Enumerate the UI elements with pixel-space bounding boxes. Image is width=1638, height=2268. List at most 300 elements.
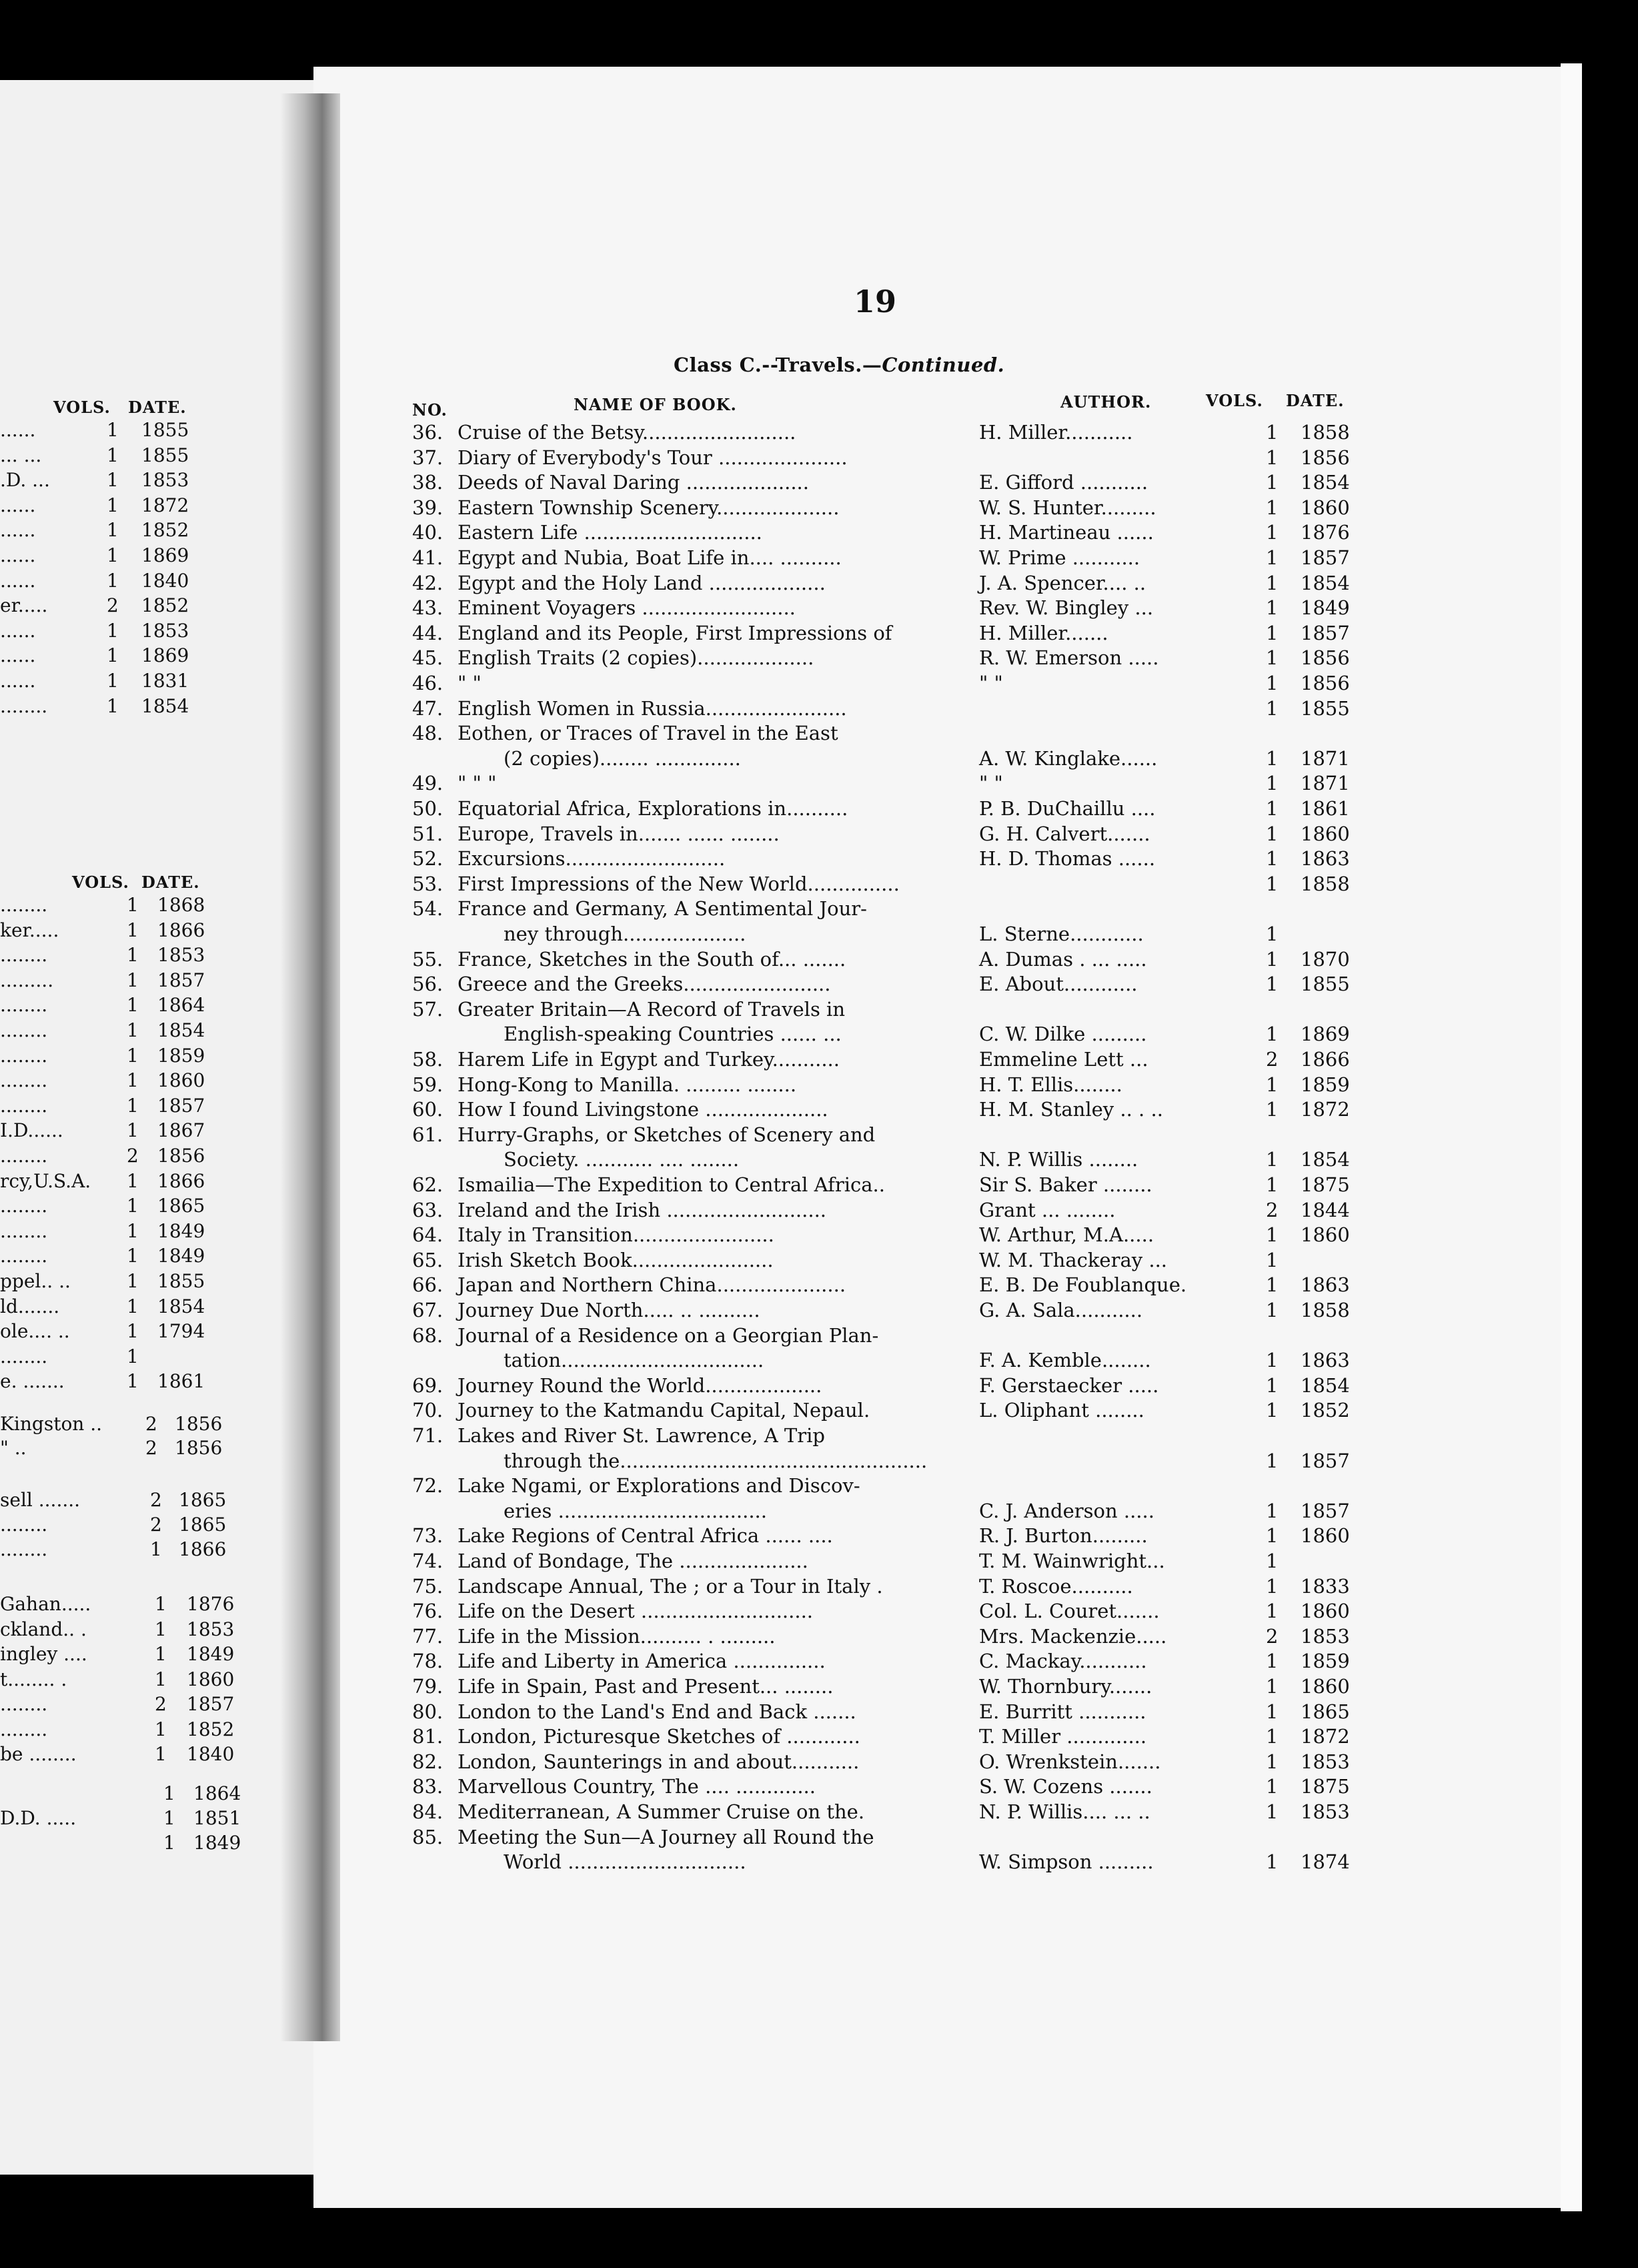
- entry-author: W. Arthur, M.A.....: [979, 1223, 1154, 1246]
- entry-number: 78.: [412, 1650, 444, 1672]
- class-heading-continued: Continued.: [882, 354, 1005, 376]
- entry-vols: 1: [1266, 622, 1279, 644]
- entry-title: Japan and Northern China.....................: [458, 1273, 846, 1296]
- entry-title: First Impressions of the New World...............: [458, 873, 900, 895]
- entry-number: 67.: [412, 1299, 444, 1321]
- left-fragment-text: .D. ...: [0, 469, 50, 491]
- entry-title: tation.................................: [504, 1349, 764, 1371]
- entry-vols: 1: [1266, 797, 1279, 820]
- entry-author: H. M. Stanley .. . ..: [979, 1098, 1163, 1121]
- left-fragment-date: 1866: [157, 919, 205, 941]
- entry-title: Eastern Life .............................: [458, 521, 762, 544]
- entry-date: 1875: [1301, 1173, 1350, 1196]
- left-fragment-date: 1859: [157, 1045, 205, 1067]
- entry-vols: 1: [1266, 521, 1279, 544]
- entry-number: 73.: [412, 1524, 444, 1547]
- left-fragment-date: 1872: [141, 494, 189, 516]
- left-fragment-date: 1840: [187, 1743, 235, 1765]
- entry-date: 1871: [1301, 747, 1350, 770]
- entry-number: 68.: [412, 1324, 444, 1347]
- left-column-header-vols: VOLS.: [53, 398, 111, 417]
- entry-number: 75.: [412, 1575, 444, 1598]
- entry-title: English Traits (2 copies)...................: [458, 646, 814, 669]
- entry-title: Eothen, or Traces of Travel in the East: [458, 722, 838, 744]
- entry-vols: 1: [1266, 1273, 1279, 1296]
- entry-date: 1860: [1301, 1600, 1350, 1622]
- entry-vols: 1: [1266, 747, 1279, 770]
- left-fragment-vols: 1: [107, 419, 119, 441]
- entry-author: H. Martineau ......: [979, 521, 1154, 544]
- left-fragment-text: ......: [0, 544, 36, 566]
- entry-title: Deeds of Naval Daring ....................: [458, 471, 809, 494]
- entry-author: C. J. Anderson .....: [979, 1500, 1154, 1522]
- entry-vols: 1: [1266, 1800, 1279, 1823]
- left-fragment-date: 1855: [141, 419, 189, 441]
- entry-date: 1857: [1301, 1450, 1350, 1472]
- left-fragment-vols: 1: [127, 944, 139, 966]
- entry-title: Europe, Travels in....... ...... ........: [458, 822, 780, 845]
- entry-date: 1849: [1301, 596, 1350, 619]
- left-fragment-text: ........: [0, 1345, 48, 1367]
- entry-number: 57.: [412, 998, 444, 1021]
- entry-date: 1860: [1301, 1524, 1350, 1547]
- entry-vols: 2: [1266, 1199, 1279, 1221]
- entry-date: 1875: [1301, 1775, 1350, 1798]
- entry-date: 1872: [1301, 1098, 1350, 1121]
- left-fragment-text: ........: [0, 1245, 48, 1267]
- entry-author: E. Burritt ...........: [979, 1700, 1146, 1723]
- entry-number: 82.: [412, 1750, 444, 1773]
- entry-number: 44.: [412, 622, 444, 644]
- left-fragment-vols: 2: [107, 594, 119, 616]
- entry-number: 42.: [412, 572, 444, 594]
- left-fragment-text: ........: [0, 1220, 48, 1242]
- left-fragment-vols: 1: [127, 994, 139, 1016]
- entry-vols: 1: [1266, 1650, 1279, 1672]
- entry-title: Egypt and Nubia, Boat Life in.... ..........: [458, 546, 842, 569]
- left-fragment-vols: 1: [107, 695, 119, 717]
- left-fragment-text: ......: [0, 419, 36, 441]
- left-fragment-text: ........: [0, 1718, 48, 1740]
- entry-vols: 1: [1266, 646, 1279, 669]
- entry-vols: 1: [1266, 1550, 1279, 1572]
- entry-author: E. Gifford ...........: [979, 471, 1148, 494]
- entry-vols: 1: [1266, 1725, 1279, 1748]
- entry-date: 1869: [1301, 1023, 1350, 1045]
- left-fragment-text: ........: [0, 1195, 48, 1217]
- entry-number: 55.: [412, 948, 444, 971]
- left-fragment-vols: 1: [155, 1618, 167, 1640]
- entry-author: G. A. Sala...........: [979, 1299, 1143, 1321]
- entry-author: A. Dumas . ... .....: [979, 948, 1147, 971]
- entry-vols: 1: [1266, 1575, 1279, 1598]
- entry-author: T. Miller .............: [979, 1725, 1147, 1748]
- entry-date: 1859: [1301, 1073, 1350, 1096]
- entry-title: London, Saunterings in and about...........: [458, 1750, 860, 1773]
- entry-date: 1853: [1301, 1750, 1350, 1773]
- entry-number: 38.: [412, 471, 444, 494]
- left-fragment-vols: 1: [107, 444, 119, 466]
- entry-date: 1856: [1301, 672, 1350, 694]
- entry-author: W. Prime ...........: [979, 546, 1140, 569]
- left-fragment-date: 1867: [157, 1119, 205, 1141]
- entry-title: Equatorial Africa, Explorations in..........: [458, 797, 848, 820]
- entry-author: N. P. Willis.... ... ..: [979, 1800, 1150, 1823]
- entry-vols: 1: [1266, 1148, 1279, 1171]
- entry-author: H. T. Ellis........: [979, 1073, 1122, 1096]
- entry-vols: 1: [1266, 446, 1279, 469]
- entry-title: Life on the Desert ............................: [458, 1600, 814, 1622]
- entry-number: 74.: [412, 1550, 444, 1572]
- left-fragment-vols: 1: [127, 1095, 139, 1117]
- entry-author: Sir S. Baker ........: [979, 1173, 1152, 1196]
- entry-date: 1854: [1301, 1374, 1350, 1397]
- entry-author: S. W. Cozens .......: [979, 1775, 1152, 1798]
- entry-author: Rev. W. Bingley ...: [979, 596, 1154, 619]
- entry-title: Meeting the Sun—A Journey all Round the: [458, 1826, 874, 1848]
- entry-title: " " ": [458, 772, 497, 794]
- entry-title: Hurry-Graphs, or Sketches of Scenery and: [458, 1123, 876, 1146]
- entry-number: 72.: [412, 1474, 444, 1497]
- left-fragment-text: t........ .: [0, 1668, 67, 1690]
- left-fragment-vols: 2: [150, 1514, 162, 1536]
- entry-author: T. Roscoe..........: [979, 1575, 1133, 1598]
- left-fragment-vols: 1: [127, 1345, 139, 1367]
- left-fragment-date: 1853: [141, 469, 189, 491]
- left-fragment-text: er.....: [0, 594, 48, 616]
- left-fragment-text: D.D. .....: [0, 1807, 77, 1829]
- left-fragment-vols: 2: [145, 1437, 157, 1459]
- book-gutter: [280, 93, 340, 2041]
- left-fragment-date: 1876: [187, 1593, 235, 1615]
- class-heading: [674, 354, 1004, 376]
- left-fragment-text: ......: [0, 519, 36, 541]
- left-column-header-vols: VOLS.: [72, 873, 129, 892]
- entry-vols: 1: [1266, 873, 1279, 895]
- left-fragment-date: 1860: [157, 1069, 205, 1091]
- left-fragment-date: 1860: [187, 1668, 235, 1690]
- entry-title: Mediterranean, A Summer Cruise on the.: [458, 1800, 865, 1823]
- entry-author: Mrs. Mackenzie.....: [979, 1625, 1167, 1648]
- entry-title: Hong-Kong to Manilla. ......... ........: [458, 1073, 797, 1096]
- left-fragment-text: ... ...: [0, 444, 42, 466]
- entry-date: 1871: [1301, 772, 1350, 794]
- entry-date: 1853: [1301, 1625, 1350, 1648]
- left-fragment-vols: 1: [163, 1782, 175, 1804]
- entry-number: 48.: [412, 722, 444, 744]
- left-fragment-date: 1849: [187, 1643, 235, 1665]
- entry-title: " ": [458, 672, 482, 694]
- entry-title: Eastern Township Scenery....................: [458, 496, 840, 519]
- entry-vols: 1: [1266, 1023, 1279, 1045]
- entry-number: 40.: [412, 521, 444, 544]
- entry-number: 50.: [412, 797, 444, 820]
- page-number: 19: [854, 284, 897, 320]
- entry-vols: 1: [1266, 1299, 1279, 1321]
- column-header-no: NO.: [412, 400, 448, 420]
- entry-vols: 1: [1266, 847, 1279, 870]
- entry-author: G. H. Calvert.......: [979, 822, 1150, 845]
- entry-date: 1876: [1301, 521, 1350, 544]
- entry-author: " ": [979, 672, 1003, 694]
- left-fragment-text: ........: [0, 944, 48, 966]
- entry-vols: 1: [1266, 596, 1279, 619]
- left-fragment-text: ole.... ..: [0, 1320, 70, 1342]
- left-fragment-vols: 1: [107, 519, 119, 541]
- left-fragment-text: rcy,U.S.A.: [0, 1170, 91, 1192]
- left-fragment-date: 1849: [157, 1220, 205, 1242]
- left-fragment-vols: 1: [107, 644, 119, 666]
- entry-author: " ": [979, 772, 1003, 794]
- entry-title: Lake Regions of Central Africa ...... ....: [458, 1524, 833, 1547]
- entry-date: 1860: [1301, 1675, 1350, 1698]
- entry-date: 1863: [1301, 1273, 1350, 1296]
- entry-author: N. P. Willis ........: [979, 1148, 1138, 1171]
- entry-date: 1856: [1301, 646, 1350, 669]
- left-fragment-text: ......: [0, 620, 36, 642]
- entry-date: 1861: [1301, 797, 1350, 820]
- entry-title: English Women in Russia.......................: [458, 697, 847, 720]
- entry-number: 84.: [412, 1800, 444, 1823]
- entry-date: 1870: [1301, 948, 1350, 971]
- entry-date: 1857: [1301, 546, 1350, 569]
- entry-date: 1855: [1301, 973, 1350, 995]
- entry-number: 77.: [412, 1625, 444, 1648]
- left-fragment-text: ........: [0, 1019, 48, 1041]
- entry-author: R. J. Burton.........: [979, 1524, 1148, 1547]
- entry-number: 81.: [412, 1725, 444, 1748]
- entry-number: 76.: [412, 1600, 444, 1622]
- left-column-header-date: DATE.: [128, 398, 187, 417]
- entry-title: Journal of a Residence on a Georgian Plan-: [458, 1324, 879, 1347]
- left-fragment-vols: 2: [155, 1693, 167, 1715]
- entry-title: London to the Land's End and Back .......: [458, 1700, 856, 1723]
- entry-title: Life in the Mission.......... . .........: [458, 1625, 776, 1648]
- left-fragment-vols: 1: [155, 1668, 167, 1690]
- entry-vols: 1: [1266, 1399, 1279, 1422]
- entry-vols: 1: [1266, 1223, 1279, 1246]
- entry-vols: 1: [1266, 1500, 1279, 1522]
- left-fragment-text: ........: [0, 1095, 48, 1117]
- entry-vols: 1: [1266, 1073, 1279, 1096]
- left-fragment-text: ........: [0, 1693, 48, 1715]
- entry-date: 1854: [1301, 471, 1350, 494]
- entry-number: 49.: [412, 772, 444, 794]
- entry-date: 1860: [1301, 822, 1350, 845]
- entry-author: E. B. De Foublanque.: [979, 1273, 1187, 1296]
- left-fragment-date: 1831: [141, 670, 189, 692]
- entry-title: France, Sketches in the South of... .......: [458, 948, 846, 971]
- entry-number: 66.: [412, 1273, 444, 1296]
- entry-vols: 1: [1266, 772, 1279, 794]
- entry-author: W. Simpson .........: [979, 1850, 1154, 1873]
- entry-number: 63.: [412, 1199, 444, 1221]
- entry-date: 1844: [1301, 1199, 1350, 1221]
- left-fragment-text: ......: [0, 644, 36, 666]
- entry-title: Landscape Annual, The ; or a Tour in Italy .: [458, 1575, 883, 1598]
- entry-author: P. B. DuChaillu ....: [979, 797, 1156, 820]
- entry-title: Life and Liberty in America ...............: [458, 1650, 826, 1672]
- left-fragment-text: " ..: [0, 1437, 27, 1459]
- entry-title: Excursions..........................: [458, 847, 726, 870]
- entry-date: 1865: [1301, 1700, 1350, 1723]
- entry-author: W. S. Hunter.........: [979, 496, 1156, 519]
- left-fragment-text: ........: [0, 1069, 48, 1091]
- entry-title: Journey Round the World...................: [458, 1374, 822, 1397]
- left-fragment-date: 1855: [141, 444, 189, 466]
- left-fragment-vols: 1: [155, 1593, 167, 1615]
- entry-author: L. Oliphant ........: [979, 1399, 1144, 1422]
- left-fragment-vols: 1: [127, 1045, 139, 1067]
- left-fragment-date: 1857: [157, 969, 205, 991]
- entry-vols: 1: [1266, 923, 1279, 945]
- left-fragment-date: 1794: [157, 1320, 205, 1342]
- entry-vols: 1: [1266, 471, 1279, 494]
- entry-author: C. Mackay...........: [979, 1650, 1147, 1672]
- entry-vols: 1: [1266, 1700, 1279, 1723]
- entry-number: 83.: [412, 1775, 444, 1798]
- entry-number: 51.: [412, 822, 444, 845]
- entry-number: 52.: [412, 847, 444, 870]
- entry-number: 54.: [412, 897, 444, 920]
- left-fragment-date: 1856: [157, 1145, 205, 1167]
- left-fragment-vols: 1: [107, 494, 119, 516]
- entry-date: 1866: [1301, 1048, 1350, 1071]
- left-fragment-vols: 2: [150, 1489, 162, 1511]
- left-fragment-date: 1849: [193, 1832, 241, 1854]
- entry-author: A. W. Kinglake......: [979, 747, 1158, 770]
- entry-title: through the..................................................: [504, 1450, 928, 1472]
- entry-vols: 1: [1266, 1450, 1279, 1472]
- entry-vols: 1: [1266, 496, 1279, 519]
- left-fragment-vols: 1: [107, 469, 119, 491]
- entry-number: 79.: [412, 1675, 444, 1698]
- left-fragment-text: ......: [0, 570, 36, 592]
- left-fragment-date: 1849: [157, 1245, 205, 1267]
- entry-date: 1854: [1301, 572, 1350, 594]
- entry-date: 1853: [1301, 1800, 1350, 1823]
- entry-number: 58.: [412, 1048, 444, 1071]
- entry-date: 1857: [1301, 622, 1350, 644]
- entry-number: 71.: [412, 1424, 444, 1447]
- left-fragment-vols: 1: [127, 894, 139, 916]
- entry-title: (2 copies)........ ..............: [504, 747, 741, 770]
- left-fragment-date: 1854: [157, 1295, 205, 1317]
- entry-vols: 2: [1266, 1625, 1279, 1648]
- left-fragment-vols: 1: [127, 1270, 139, 1292]
- entry-date: 1857: [1301, 1500, 1350, 1522]
- left-fragment-date: 1854: [141, 695, 189, 717]
- left-fragment-text: ........: [0, 1045, 48, 1067]
- entry-vols: 1: [1266, 1524, 1279, 1547]
- entry-vols: 1: [1266, 1675, 1279, 1698]
- entry-title: How I found Livingstone ....................: [458, 1098, 828, 1121]
- left-fragment-vols: 1: [127, 1195, 139, 1217]
- left-fragment-date: 1866: [157, 1170, 205, 1192]
- left-fragment-date: 1856: [175, 1437, 223, 1459]
- entry-title: Ismailia—The Expedition to Central Africa..: [458, 1173, 885, 1196]
- left-fragment-date: 1864: [157, 994, 205, 1016]
- entry-title: Cruise of the Betsy.........................: [458, 421, 796, 444]
- left-fragment-vols: 1: [107, 544, 119, 566]
- entry-vols: 1: [1266, 421, 1279, 444]
- entry-number: 62.: [412, 1173, 444, 1196]
- entry-vols: 1: [1266, 1349, 1279, 1371]
- column-header-vols: VOLS.: [1206, 391, 1263, 410]
- left-fragment-vols: 1: [127, 1119, 139, 1141]
- left-fragment-date: 1865: [157, 1195, 205, 1217]
- entry-title: Greater Britain—A Record of Travels in: [458, 998, 846, 1021]
- entry-vols: 1: [1266, 1775, 1279, 1798]
- left-fragment-text: ckland.. .: [0, 1618, 87, 1640]
- entry-title: London, Picturesque Sketches of ............: [458, 1725, 860, 1748]
- entry-title: Egypt and the Holy Land ...................: [458, 572, 826, 594]
- column-header-name: NAME OF BOOK.: [574, 395, 737, 414]
- left-fragment-date: 1869: [141, 644, 189, 666]
- entry-number: 61.: [412, 1123, 444, 1146]
- left-fragment-vols: 1: [127, 969, 139, 991]
- column-header-date: DATE.: [1286, 391, 1345, 410]
- entry-number: 43.: [412, 596, 444, 619]
- left-fragment-date: 1864: [193, 1782, 241, 1804]
- left-fragment-date: 1869: [141, 544, 189, 566]
- entry-title: English-speaking Countries ...... ...: [504, 1023, 842, 1045]
- entry-title: France and Germany, A Sentimental Jour-: [458, 897, 867, 920]
- left-fragment-date: 1857: [157, 1095, 205, 1117]
- left-fragment-vols: 1: [127, 1019, 139, 1041]
- entry-author: Emmeline Lett ...: [979, 1048, 1148, 1071]
- left-fragment-vols: 1: [107, 670, 119, 692]
- entry-number: 36.: [412, 421, 444, 444]
- left-fragment-vols: 1: [107, 620, 119, 642]
- entry-date: 1863: [1301, 847, 1350, 870]
- left-fragment-vols: 1: [155, 1718, 167, 1740]
- entry-author: H. Miller...........: [979, 421, 1133, 444]
- entry-date: 1852: [1301, 1399, 1350, 1422]
- entry-title: Life in Spain, Past and Present... ........: [458, 1675, 834, 1698]
- left-fragment-text: ker.....: [0, 919, 59, 941]
- entry-number: 80.: [412, 1700, 444, 1723]
- entry-author: Col. L. Couret.......: [979, 1600, 1160, 1622]
- entry-author: C. W. Dilke .........: [979, 1023, 1147, 1045]
- left-fragment-date: 1855: [157, 1270, 205, 1292]
- left-fragment-date: 1852: [141, 594, 189, 616]
- entry-author: W. Thornbury.......: [979, 1675, 1152, 1698]
- left-column-header-date: DATE.: [141, 873, 200, 892]
- left-fragment-text: I.D......: [0, 1119, 63, 1141]
- entry-vols: 1: [1266, 1173, 1279, 1196]
- entry-date: 1863: [1301, 1349, 1350, 1371]
- entry-date: 1858: [1301, 873, 1350, 895]
- left-fragment-text: ld.......: [0, 1295, 60, 1317]
- entry-title: Journey Due North..... .. ..........: [458, 1299, 760, 1321]
- left-fragment-date: 1852: [141, 519, 189, 541]
- entry-title: Lake Ngami, or Explorations and Discov-: [458, 1474, 860, 1497]
- entry-number: 69.: [412, 1374, 444, 1397]
- page-edge: [1561, 63, 1582, 2211]
- entry-date: 1854: [1301, 1148, 1350, 1171]
- entry-number: 85.: [412, 1826, 444, 1848]
- left-fragment-text: ingley ....: [0, 1643, 87, 1665]
- entry-author: O. Wrenkstein.......: [979, 1750, 1161, 1773]
- entry-title: ney through....................: [504, 923, 746, 945]
- entry-title: Eminent Voyagers .........................: [458, 596, 796, 619]
- left-fragment-vols: 1: [155, 1743, 167, 1765]
- entry-number: 41.: [412, 546, 444, 569]
- entry-title: Ireland and the Irish ..........................: [458, 1199, 827, 1221]
- entry-title: Marvellous Country, The .... .............: [458, 1775, 816, 1798]
- entry-vols: 1: [1266, 1098, 1279, 1121]
